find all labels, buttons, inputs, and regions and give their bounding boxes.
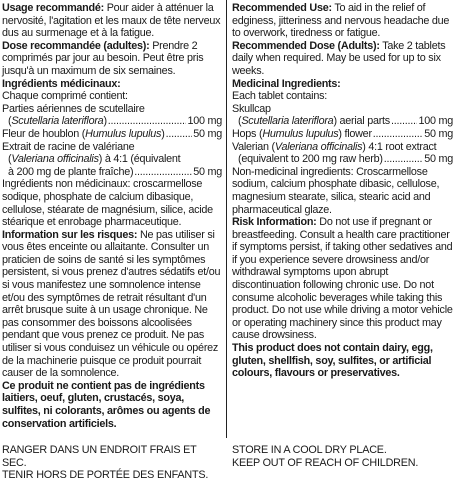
fr-ingredient-3-row [2, 166, 222, 179]
fr-ing3-leader [134, 166, 192, 179]
fr-nonmedicinal: Ingrédients non médicinaux: croscarmellose sodique, phosphate de calcium dibasique, cellulose, stéarate de magnésium, silice, acide stéarique et enrobage pharmaceutique. [2, 178, 213, 229]
en-dose-text: Take 2 tablets daily when required. May be used for up to six weeks. [232, 39, 446, 77]
en-ingredients-heading: Medicinal Ingredients: [232, 77, 341, 90]
fr-ingredient-3-equiv: à 200 mg de plante fraîche) [8, 165, 134, 178]
fr-ing2-leader [166, 128, 193, 141]
fr-ingredient-2-row [2, 128, 222, 141]
en-dose-label: Recommended Dose (Adults): [232, 39, 380, 52]
en-risk [232, 216, 453, 342]
en-ingredient-1-row [232, 115, 453, 128]
en-ingredient-2-name: Hops ( [232, 127, 263, 140]
en-ingredient-2-part: ) flower [338, 127, 372, 140]
fr-usage-text: Pour aider à atténuer la nervosité, l'agitation et les maux de tête nerveux dus au surmenage et à la fatigue. [2, 2, 221, 40]
en-dose [232, 40, 453, 78]
fr-ingredient-1-row [2, 115, 222, 128]
fr-ingredient-1-latin: Scutellaria lateriflora [11, 115, 104, 128]
en-ingredient-1-part: ) aerial parts [333, 115, 390, 128]
en-ingredient-2-latin: Humulus lupulus [262, 127, 339, 140]
fr-ing1-close: ) [103, 115, 107, 128]
fr-ingredients-heading: Ingrédients médicinaux: [2, 77, 121, 90]
fr-ingredient-3-latin: Valeriana officinalis [11, 153, 99, 166]
en-ingredient-1-name: Skullcap [232, 102, 271, 115]
fr-allergen-statement: Ce produit ne contient pas de ingrédients laitiers, oeuf, gluten, crustacés, soya, sulfites, ni colorants, arômes ou agents de conservation artificiels. [2, 379, 211, 430]
en-nonmedicinal: Non-medicinal ingredients: Croscarmellose sodium, calcium phosphate dibasic, cellulose, magnesium stearate, silica, stearic acid and pharmaceutical glaze. [232, 165, 440, 216]
en-ing2-leader [373, 128, 423, 141]
fr-ingredient-3-amount: 50 mg [193, 165, 222, 178]
fr-dose [2, 40, 222, 78]
en-use-text: To aid in the relief of edginess, jitteriness and nervous headache due to overwork, tiredness or fatigue. [232, 2, 450, 40]
fr-risk-label: Information sur les risques: [2, 228, 138, 241]
en-storage-line-1: STORE IN A COOL DRY PLACE. [232, 444, 387, 456]
en-use-label: Recommended Use: [232, 2, 332, 14]
fr-usage [2, 2, 222, 40]
column-divider [226, 0, 227, 438]
fr-risk-text: Ne pas utiliser si vous êtes enceinte ou allaitante. Consulter un praticien de soins de santé si les symptômes persistent, si vous prenez d'autres sédatifs et/ou si vous manifestez une somnolence intense et/ou des symptômes de retrait résultant d'un arrêt brusque suite à un usage chronique. Ne pas consommer des boissons alcoolisées pendant que vous prenez ce produit. Ne pas utiliser si vous conduisez un véhicule ou opérez de la machinerie puisque ce produit pourrait causer de la somnolence. [2, 228, 221, 380]
fr-ing3-open: ( [8, 153, 12, 166]
fr-ing1-open: ( [8, 115, 12, 128]
en-allergen-statement: This product does not contain dairy, egg, gluten, shellfish, soy, sulfites, or artificial colours, flavours or preservatives. [232, 342, 433, 380]
fr-per-tablet: Chaque comprimé contient: [2, 90, 128, 103]
en-storage [232, 444, 453, 469]
en-ingredient-3-name: Valerian ( [232, 140, 275, 153]
en-ingredient-1-latin: Scutellaria lateriflora [241, 115, 334, 128]
en-risk-label: Risk Information: [232, 216, 317, 229]
fr-ingredient-2-latin: Humulus lupulus [85, 127, 162, 140]
en-ing3-leader [384, 153, 424, 166]
french-column [2, 2, 222, 430]
en-ingredient-3-line [232, 141, 453, 154]
fr-risk [2, 229, 222, 380]
english-column [232, 2, 453, 380]
en-ingredient-2-amount: 50 mg [424, 127, 453, 140]
fr-ingredient-2-amount: 50 mg [193, 127, 222, 140]
en-ingredient-3-row [232, 153, 453, 166]
fr-ingredient-1-name: Parties aériennes de scutellaire [2, 102, 145, 115]
en-risk-text: Do not use if pregnant or breastfeeding. Consult a health care practitioner if symptoms persist, if taking other sedatives and if you experience severe drowsiness and/or withdrawal symptoms upon abrupt discontinuation following chronic use. Do not consume alcoholic beverages while taking this product. Do not use while driving a motor vehicle or operating machinery since this product may cause drowsiness. [232, 216, 453, 342]
fr-ingredient-1-amount: 100 mg [187, 115, 222, 128]
fr-dose-text: Prendre 2 comprimés par jour au besoin. Peut être pris jusqu'à un maximum de six semaines. [2, 39, 204, 77]
fr-ing2-close: ) [161, 127, 165, 140]
fr-storage-line-2: TENIR HORS DE PORTÉE DES ENFANTS. [2, 469, 209, 481]
en-storage-line-2: KEEP OUT OF REACH OF CHILDREN. [232, 456, 419, 469]
en-ing1-leader [391, 115, 418, 128]
en-ingredient-3-equiv: (equivalent to 200 mg raw herb) [238, 153, 383, 166]
en-ingredient-2-row [232, 128, 453, 141]
fr-ingredient-2-name: Fleur de houblon ( [2, 127, 86, 140]
fr-ing1-leader [108, 115, 187, 128]
en-use [232, 2, 453, 40]
fr-ingredient-3-ratio: ) à 4:1 (équivalent [98, 153, 181, 166]
fr-ingredient-3-latin-line [2, 153, 222, 166]
en-ing1-open: ( [238, 115, 242, 128]
en-ingredient-3-latin: Valeriana officinalis [274, 140, 363, 153]
en-ingredient-1-amount: 100 mg [418, 115, 453, 128]
fr-dose-label: Dose recommandée (adultes): [2, 39, 150, 52]
fr-ingredient-3-name: Extrait de racine de valériane [2, 140, 135, 153]
en-ingredient-3-amount: 50 mg [424, 153, 453, 166]
fr-usage-label: Usage recommandé: [2, 2, 104, 14]
fr-storage [2, 444, 222, 482]
fr-storage-line-1: RANGER DANS UN ENDROIT FRAIS ET SEC. [2, 444, 197, 469]
en-ingredient-3-part: ) 4:1 root extract [362, 140, 437, 153]
en-per-tablet: Each tablet contains: [232, 90, 327, 103]
